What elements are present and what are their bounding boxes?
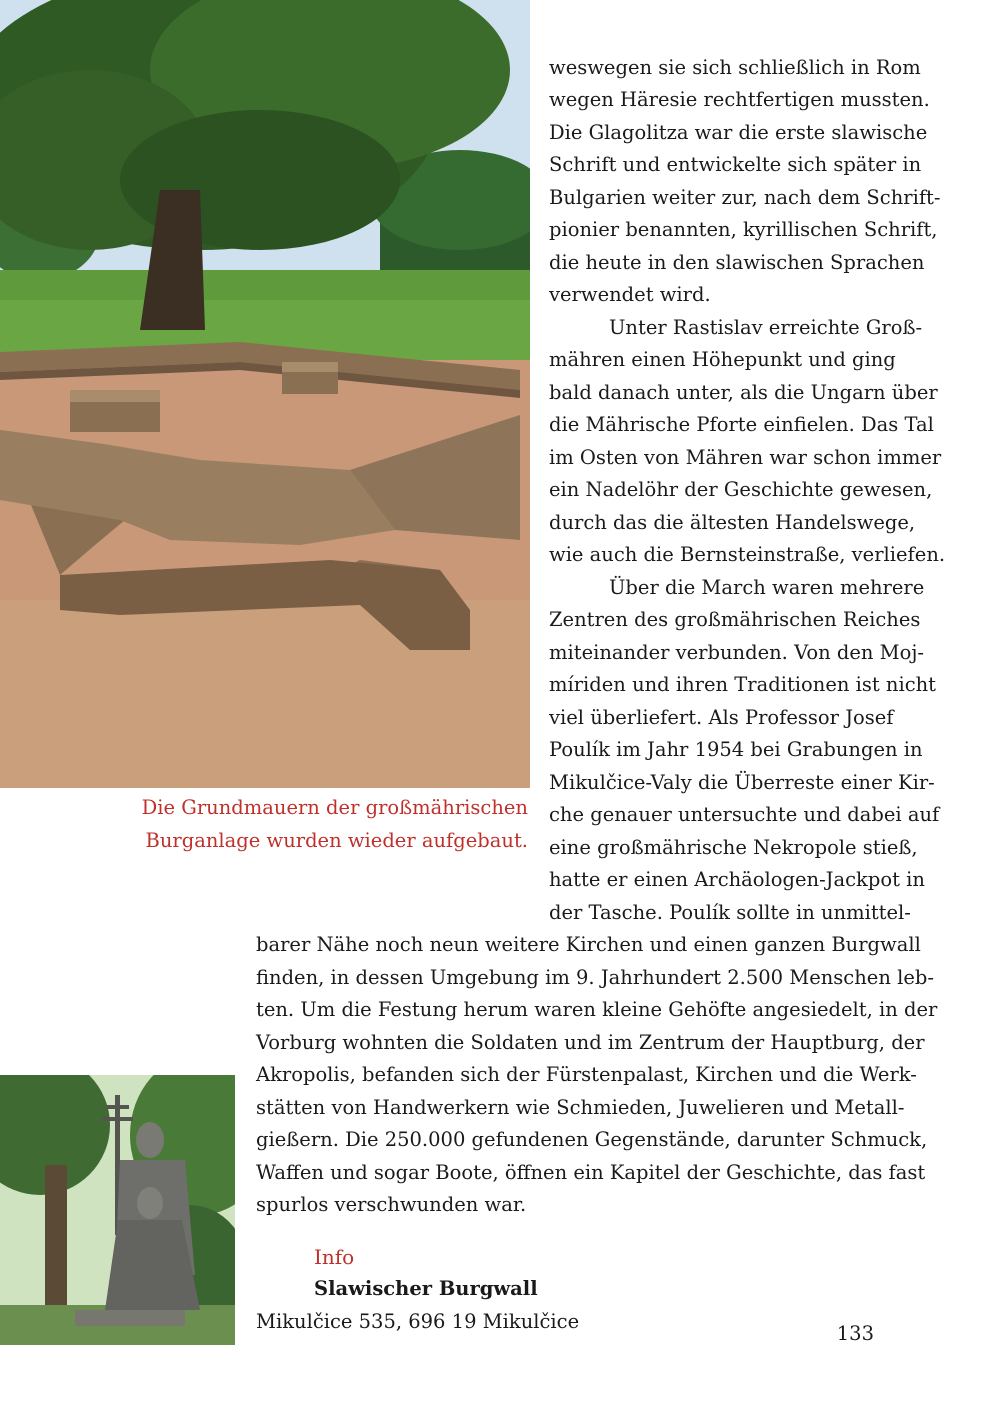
- body-line: wie auch die Bernsteinstraße, verliefen.: [549, 543, 946, 566]
- body-line: Die Glagolitza war die erste slawische: [549, 121, 928, 144]
- body-line: wegen Häresie rechtfertigen mussten.: [549, 88, 930, 111]
- body-line: Bulgarien weiter zur, nach dem Schrift-: [549, 186, 941, 209]
- body-line: die Mährische Pforte einfielen. Das Tal: [549, 413, 934, 436]
- caption-line: Burganlage wurden wieder aufgebaut.: [145, 828, 528, 852]
- body-line: Poulík im Jahr 1954 bei Grabungen in: [549, 738, 923, 761]
- body-line: bald danach unter, als die Ungarn über: [549, 381, 938, 404]
- body-line: viel überliefert. Als Professor Josef: [549, 706, 894, 729]
- body-line: ten. Um die Festung herum waren kleine Gehöfte angesiedelt, in der: [256, 998, 938, 1021]
- page-number: 133: [836, 1322, 874, 1345]
- info-address: Mikulčice 535, 696 19 Mikulčice: [256, 1310, 580, 1333]
- body-line: miteinander verbunden. Von den Moj-: [549, 641, 924, 664]
- body-line: im Osten von Mähren war schon immer: [549, 446, 942, 469]
- body-line: míriden und ihren Traditionen ist nicht: [549, 673, 937, 696]
- body-line: mähren einen Höhepunkt und ging: [549, 348, 896, 371]
- body-line: barer Nähe noch neun weitere Kirchen und einen ganzen Burgwall: [256, 933, 921, 956]
- body-line: Akropolis, befanden sich der Fürstenpalast, Kirchen und die Werk-: [256, 1063, 917, 1086]
- body-line: Mikulčice-Valy die Überreste einer Kir-: [549, 771, 935, 794]
- body-line: stätten von Handwerkern wie Schmieden, Juwelieren und Metall-: [256, 1096, 905, 1119]
- body-line: ein Nadelöhr der Geschichte gewesen,: [549, 478, 933, 501]
- caption-line: Die Grundmauern der großmährischen: [141, 796, 528, 819]
- body-line: gießern. Die 250.000 gefundenen Gegenstände, darunter Schmuck,: [256, 1128, 928, 1151]
- info-heading: Info: [314, 1245, 355, 1269]
- body-line: Waffen und sogar Boote, öffnen ein Kapitel der Geschichte, das fast: [256, 1161, 926, 1184]
- body-line: pionier benannten, kyrillischen Schrift,: [549, 218, 938, 241]
- body-line: finden, in dessen Umgebung im 9. Jahrhundert 2.500 Menschen leb-: [256, 966, 934, 989]
- body-line: die heute in den slawischen Sprachen: [549, 251, 925, 274]
- body-line: Zentren des großmährischen Reiches: [549, 608, 921, 631]
- body-line: der Tasche. Poulík sollte in unmittel-: [549, 901, 911, 924]
- body-line: hatte er einen Archäologen-Jackpot in: [549, 868, 925, 891]
- foundation-walls-photo: [0, 0, 530, 788]
- body-line: Schrift und entwickelte sich später in: [549, 153, 922, 176]
- body-line: spurlos verschwunden war.: [256, 1193, 527, 1216]
- body-line: verwendet wird.: [549, 283, 711, 306]
- body-line: durch das die ältesten Handelswege,: [549, 511, 916, 534]
- body-line: weswegen sie sich schließlich in Rom: [549, 56, 921, 79]
- saints-statue-photo: [0, 1075, 235, 1345]
- info-place-name: Slawischer Burgwall: [314, 1277, 538, 1300]
- body-line: eine großmährische Nekropole stieß,: [549, 836, 918, 859]
- body-line: Vorburg wohnten die Soldaten und im Zentrum der Hauptburg, der: [256, 1031, 925, 1054]
- body-line: Unter Rastislav erreichte Groß-: [609, 316, 923, 339]
- body-line: Über die March waren mehrere: [609, 576, 925, 599]
- photo-caption: [100, 792, 528, 857]
- body-line: che genauer untersuchte und dabei auf: [549, 803, 940, 826]
